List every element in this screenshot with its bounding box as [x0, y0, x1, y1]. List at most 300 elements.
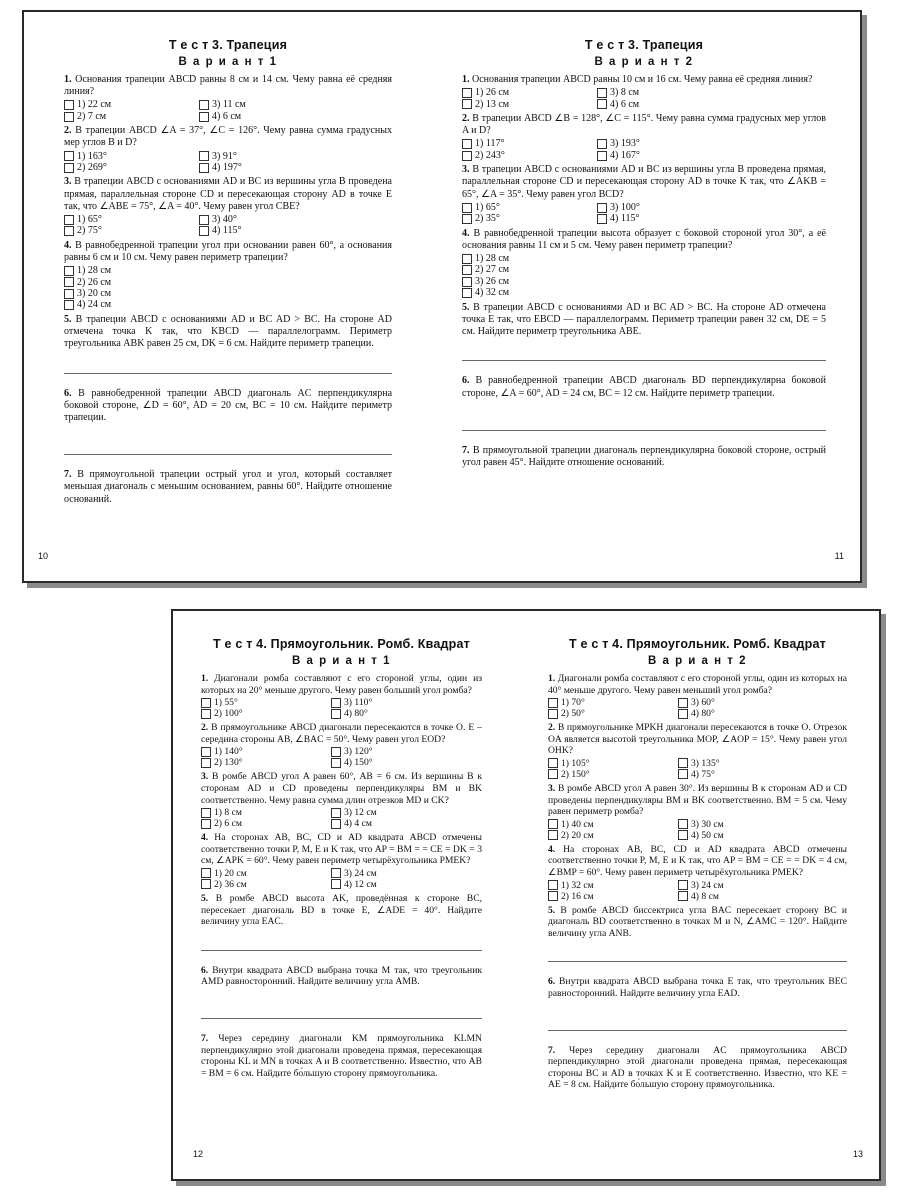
question-text: На сторонах AB, BC, CD и AD квадрата ABCD отмечены соответственно точки P, M, E и K так, что AP = BM = CE = = DK = 4 см, ∠BMP = 60°. Чему равен периметр четырёхугольника PMEK?	[548, 843, 848, 878]
answer-options	[201, 746, 482, 768]
option-label: 3) 60°	[691, 697, 715, 709]
option-label: 2) 13 см	[475, 98, 510, 110]
answer-option[interactable]	[462, 276, 826, 287]
answer-option[interactable]	[201, 807, 331, 818]
answer-option[interactable]	[331, 757, 482, 768]
option-label: 3) 11 см	[212, 99, 246, 111]
question-number: 2.	[201, 722, 209, 734]
question-6	[64, 388, 392, 425]
checkbox[interactable]	[548, 891, 558, 901]
answer-option[interactable]	[548, 697, 678, 708]
checkbox[interactable]	[548, 698, 558, 708]
checkbox[interactable]	[678, 880, 688, 890]
question-number: 5.	[462, 301, 470, 313]
question-number: 3.	[201, 771, 209, 783]
question-number: 2.	[64, 125, 72, 137]
checkbox[interactable]	[64, 112, 74, 122]
question-number: 6.	[462, 375, 470, 387]
question-number: 7.	[64, 469, 72, 481]
question-number: 6.	[201, 964, 209, 976]
answer-option[interactable]	[462, 202, 597, 213]
question-text: Через середину диагонали AC прямоугольника ABCD перпендикулярно этой диагонали проведена прямая, пересекающая стороны BC и AD в точках K и E соответственно. Известно, что KE = AE = 8 см. Найдите бо́льшую сторону прямоугольника.	[548, 1044, 847, 1091]
question-text: В трапеции ABCD с основаниями AD и BC AD > BC. На стороне AD отмечена точка E так, что EBCD — параллелограмм. Периметр трапеции равен 32 см, DE = 5 см. Найдите периметр треугольника ABE.	[462, 301, 826, 338]
question-2	[201, 722, 482, 745]
question-number: 7.	[548, 1044, 556, 1056]
section-divider	[64, 454, 392, 455]
answer-option[interactable]	[462, 213, 597, 224]
answer-option[interactable]	[201, 708, 331, 719]
question-number: 1.	[548, 673, 556, 684]
question-text: В прямоугольной трапеции острый угол и угол, который составляет меньшая диагональ с меньшим основанием, равны 60°. Найдите отношение оснований.	[64, 469, 392, 505]
option-label: 1) 28 см	[77, 265, 112, 277]
checkbox[interactable]	[331, 808, 341, 818]
checkbox[interactable]	[548, 830, 558, 840]
page-number: 12	[193, 1149, 204, 1159]
page-number: 10	[38, 551, 49, 561]
spread-test-3	[22, 10, 862, 583]
answer-option[interactable]	[462, 99, 597, 110]
answer-option[interactable]	[201, 868, 331, 879]
answer-option[interactable]	[199, 162, 392, 173]
checkbox[interactable]	[64, 226, 74, 236]
answer-option[interactable]	[64, 214, 199, 225]
question-5	[201, 893, 482, 928]
question-text: В равнобедренной трапеции ABCD диагональ BD перпендикулярна боковой стороне, ∠A = 60°, AD = 24 см, BC = 12 см. Найдите периметр трапеции.	[462, 375, 827, 399]
answer-options	[462, 253, 826, 299]
page-12	[173, 611, 528, 1179]
option-label: 2) 7 см	[77, 110, 107, 122]
answer-option[interactable]	[331, 868, 482, 879]
answer-option[interactable]	[462, 264, 826, 275]
answer-options	[64, 99, 392, 122]
variant-label: В а р и а н т 2	[594, 56, 694, 68]
question-2	[548, 722, 847, 757]
question-6	[548, 976, 847, 999]
option-label: 2) 243°	[475, 149, 505, 161]
option-label: 1) 163°	[77, 150, 107, 162]
question-3	[64, 176, 392, 213]
page-11	[444, 12, 864, 581]
option-label: 4) 32 см	[475, 287, 510, 299]
option-label: 3) 91°	[212, 150, 237, 162]
option-label: 2) 75°	[77, 225, 102, 237]
option-label: 4) 167°	[610, 149, 640, 161]
question-text: В прямоугольнике ABCD диагонали пересекаются в точке O. E – середина стороны AB, ∠BAC = 50°. Чему равен угол EOD?	[201, 722, 482, 745]
question-number: 4.	[201, 832, 209, 844]
answer-option[interactable]	[597, 99, 826, 110]
checkbox[interactable]	[331, 698, 341, 708]
option-label: 3) 100°	[610, 201, 640, 213]
question-3	[201, 771, 482, 806]
section-divider	[548, 961, 847, 962]
answer-option[interactable]	[462, 138, 597, 149]
spread-test-4	[171, 609, 881, 1181]
question-text: В ромбе ABCD высота AK, проведённая к стороне BC, пересекает диагональ BD в точке E, ∠ADE = 40°. Найдите величину угла EAC.	[201, 892, 482, 928]
option-label: 4) 4 см	[344, 818, 372, 830]
option-label: 3) 26 см	[475, 275, 510, 287]
question-number: 3.	[64, 176, 72, 188]
answer-option[interactable]	[678, 769, 847, 780]
checkbox[interactable]	[597, 139, 607, 149]
option-label: 1) 140°	[214, 746, 243, 758]
answer-option[interactable]	[462, 150, 597, 161]
question-text: В ромбе ABCD угол A равен 30°. Из вершины B к сторонам AD и CD проведены перпендикуляры BM и BK соответственно. BM = 5 см. Чему равен периметр ромба?	[548, 782, 847, 818]
answer-option[interactable]	[548, 880, 678, 891]
answer-option[interactable]	[462, 253, 826, 264]
answer-options	[462, 202, 826, 225]
test-title: Т е с т 3. Трапеция	[584, 38, 704, 52]
answer-options	[548, 880, 847, 902]
question-1	[64, 74, 392, 98]
question-number: 3.	[462, 164, 470, 176]
option-label: 2) 26 см	[77, 276, 112, 288]
answer-option[interactable]	[199, 111, 392, 122]
page-number: 13	[852, 1149, 863, 1159]
checkbox[interactable]	[64, 151, 74, 161]
answer-options	[64, 151, 392, 174]
question-7	[201, 1033, 482, 1079]
question-text: В трапеции ABCD ∠A = 37°, ∠C = 126°. Чему равна сумма градусных мер углов B и D?	[64, 125, 392, 149]
question-text: Диагонали ромба составляют с его стороной углы, один из которых на 40° меньше другого. Чему равен меньший угол ромба?	[548, 673, 847, 696]
answer-option[interactable]	[548, 758, 678, 769]
answer-option[interactable]	[548, 830, 678, 841]
answer-option[interactable]	[199, 151, 392, 162]
answer-option[interactable]	[64, 111, 199, 122]
answer-option[interactable]	[462, 87, 597, 98]
answer-option[interactable]	[331, 807, 482, 818]
answer-option[interactable]	[64, 151, 199, 162]
checkbox[interactable]	[597, 88, 607, 98]
checkbox[interactable]	[597, 203, 607, 213]
question-4	[548, 844, 847, 879]
question-text: В прямоугольной трапеции диагональ перпендикулярна боковой стороне, острый угол равен 45°. Найдите отношение оснований.	[462, 444, 826, 468]
checkbox[interactable]	[64, 277, 74, 287]
question-text: Через середину диагонали KM прямоугольника KLMN перпендикулярно этой диагонали проведена прямая, пересекающая стороны KL и MN в точках A и B соответственно. Известно, что AB = BM = 6 см. Найдите бо́льшую сторону прямоугольника.	[201, 1032, 482, 1079]
checkbox[interactable]	[199, 100, 209, 110]
answer-option[interactable]	[678, 880, 847, 891]
option-label: 2) 6 см	[214, 818, 242, 830]
answer-option[interactable]	[548, 708, 678, 719]
option-label: 4) 80°	[691, 708, 715, 720]
answer-option[interactable]	[64, 162, 199, 173]
question-number: 6.	[64, 387, 72, 399]
answer-options	[201, 807, 482, 829]
question-number: 5.	[201, 892, 209, 904]
question-number: 5.	[64, 313, 72, 325]
option-label: 4) 150°	[344, 757, 373, 769]
checkbox[interactable]	[64, 266, 74, 276]
option-label: 2) 35°	[475, 213, 500, 225]
question-number: 1.	[462, 74, 470, 85]
checkbox[interactable]	[201, 698, 211, 708]
variant-label: В а р и а н т 2	[647, 655, 748, 667]
question-text: На сторонах AB, BC, CD и AD квадрата ABCD отмечены соответственно точки P, M, E и K так, что AP = BM = = CE = DK = 3 см, ∠APK = 60°. Чему равен периметр четырёхугольника PMEK?	[201, 832, 482, 867]
answer-option[interactable]	[678, 830, 847, 841]
answer-options	[548, 697, 847, 719]
question-text: В трапеции ABCD ∠B = 128°, ∠C = 115°. Чему равна сумма градусных мер углов A и D?	[462, 113, 827, 137]
question-7	[64, 469, 392, 506]
question-text: Внутри квадрата ABCD выбрана точка M так, что треугольник AMD равносторонний. Найдите величину угла AMB.	[201, 964, 482, 988]
answer-option[interactable]	[201, 697, 331, 708]
checkbox[interactable]	[462, 254, 472, 264]
question-text: В ромбе ABCD угол A равен 60°, AB = 6 см. Из вершины B к сторонам AD и CD проведены перпендикуляры BM и BK соответственно. Чему равна сумма длин отрезков MD и CK?	[201, 771, 482, 806]
checkbox[interactable]	[201, 709, 211, 719]
checkbox[interactable]	[678, 830, 688, 840]
option-label: 3) 12 см	[344, 807, 377, 819]
answer-option[interactable]	[548, 891, 678, 902]
answer-option[interactable]	[64, 277, 392, 288]
question-number: 4.	[462, 227, 470, 239]
checkbox[interactable]	[462, 277, 472, 287]
answer-option[interactable]	[201, 757, 331, 768]
answer-option[interactable]	[64, 99, 199, 110]
question-5	[64, 314, 392, 351]
option-label: 2) 130°	[214, 757, 243, 769]
option-label: 2) 50°	[561, 708, 585, 720]
section-divider	[462, 430, 826, 431]
question-number: 5.	[548, 904, 556, 916]
checkbox[interactable]	[64, 215, 74, 225]
question-number: 7.	[201, 1032, 209, 1044]
question-7	[548, 1045, 847, 1091]
question-number: 6.	[548, 976, 556, 988]
question-text: Основания трапеции ABCD равны 10 см и 16 см. Чему равна её средняя линия?	[472, 74, 813, 85]
checkbox[interactable]	[64, 100, 74, 110]
answer-option[interactable]	[64, 265, 392, 276]
question-number: 4.	[548, 843, 556, 855]
checkbox[interactable]	[597, 99, 607, 109]
answer-option[interactable]	[462, 287, 826, 298]
question-text: В прямоугольнике MPKH диагонали пересекаются в точке O. Отрезок OA является высотой треугольника MOP, ∠AOP = 15°. Чему равен угол OHK?	[548, 722, 847, 757]
question-number: 4.	[64, 239, 72, 251]
option-label: 2) 27 см	[475, 264, 510, 276]
checkbox[interactable]	[201, 879, 211, 889]
question-2	[64, 125, 392, 149]
answer-option[interactable]	[678, 697, 847, 708]
checkbox[interactable]	[678, 758, 688, 768]
question-number: 2.	[462, 113, 470, 125]
question-number: 1.	[201, 673, 209, 684]
checkbox[interactable]	[597, 214, 607, 224]
option-label: 1) 40 см	[561, 818, 594, 830]
option-label: 2) 150°	[561, 768, 590, 780]
answer-options	[64, 265, 392, 311]
page-13	[528, 611, 883, 1179]
answer-options	[462, 138, 826, 161]
question-7	[462, 445, 826, 469]
section-divider	[548, 1030, 847, 1031]
answer-options	[548, 758, 847, 780]
answer-option[interactable]	[331, 879, 482, 890]
answer-option[interactable]	[678, 758, 847, 769]
option-label: 3) 30 см	[691, 818, 724, 830]
question-4	[462, 228, 826, 252]
question-5	[548, 905, 847, 940]
checkbox[interactable]	[201, 819, 211, 829]
checkbox[interactable]	[199, 226, 209, 236]
test-title: Т е с т 4. Прямоугольник. Ромб. Квадрат	[213, 637, 470, 651]
answer-options	[462, 87, 826, 110]
option-label: 4) 12 см	[344, 878, 377, 890]
question-3	[548, 783, 847, 818]
option-label: 1) 55°	[214, 697, 238, 709]
checkbox[interactable]	[678, 709, 688, 719]
answer-option[interactable]	[199, 99, 392, 110]
option-label: 1) 117°	[475, 138, 505, 150]
question-text: В трапеции ABCD с основаниями AD и BC из вершины угла B проведена прямая, параллельная стороне CD и пересекающая сторону AD в точке E так, что ∠ABE = 75°, ∠A = 40°. Чему равен угол CBE?	[64, 176, 392, 212]
checkbox[interactable]	[331, 709, 341, 719]
question-text: Основания трапеции ABCD равны 8 см и 14 см. Чему равна её средняя линия?	[64, 74, 392, 98]
answer-option[interactable]	[331, 818, 482, 829]
question-number: 2.	[548, 722, 556, 734]
section-divider	[64, 373, 392, 374]
question-1	[201, 673, 482, 696]
option-label: 3) 135°	[691, 757, 720, 769]
option-label: 1) 22 см	[77, 99, 112, 111]
answer-option[interactable]	[597, 202, 826, 213]
option-label: 4) 6 см	[610, 98, 640, 110]
option-label: 3) 193°	[610, 138, 640, 150]
option-label: 3) 110°	[344, 697, 373, 709]
answer-option[interactable]	[199, 225, 392, 236]
question-text: Диагонали ромба составляют с его стороной углы, один из которых на 20° меньше другого. Чему равен больший угол ромба?	[201, 673, 482, 696]
option-label: 3) 20 см	[77, 288, 112, 300]
question-number: 3.	[548, 782, 556, 794]
answer-option[interactable]	[201, 879, 331, 890]
checkbox[interactable]	[199, 112, 209, 122]
question-text: В трапеции ABCD с основаниями AD и BC AD > BC. На стороне AD отмечена точка K так, что KBCD — параллелограмм. Периметр треугольника ABK равен 25 см, DK = 6 см. Найдите периметр трапеции.	[64, 313, 392, 350]
answer-option[interactable]	[64, 225, 199, 236]
checkbox[interactable]	[462, 203, 472, 213]
answer-option[interactable]	[678, 819, 847, 830]
option-label: 4) 24 см	[77, 299, 112, 311]
option-label: 4) 6 см	[212, 110, 242, 122]
variant-label: В а р и а н т 1	[178, 56, 278, 68]
option-label: 1) 65°	[77, 214, 102, 226]
option-label: 3) 24 см	[691, 879, 724, 891]
question-4	[64, 240, 392, 264]
checkbox[interactable]	[462, 99, 472, 109]
question-5	[462, 302, 826, 339]
answer-options	[64, 214, 392, 237]
checkbox[interactable]	[199, 151, 209, 161]
question-text: Внутри квадрата ABCD выбрана точка E так, что треугольник BEC равносторонний. Найдите величину угла EAD.	[548, 976, 847, 999]
checkbox[interactable]	[462, 139, 472, 149]
question-text: В трапеции ABCD с основаниями AD и BC из вершины угла B проведена прямая, параллельная стороне CD и пересекающая сторону AD в точке K так, что ∠AKB = 65°, ∠A = 35°. Чему равен угол BCD?	[462, 164, 827, 200]
checkbox[interactable]	[548, 819, 558, 829]
option-label: 2) 100°	[214, 708, 243, 720]
answer-option[interactable]	[597, 213, 826, 224]
checkbox[interactable]	[462, 88, 472, 98]
option-label: 3) 24 см	[344, 867, 377, 879]
checkbox[interactable]	[548, 709, 558, 719]
page-10	[24, 12, 444, 581]
checkbox[interactable]	[64, 300, 74, 310]
option-label: 4) 8 см	[691, 890, 719, 902]
section-divider	[201, 950, 482, 951]
checkbox[interactable]	[331, 868, 341, 878]
question-6	[201, 965, 482, 988]
answer-option[interactable]	[201, 746, 331, 757]
answer-options	[201, 697, 482, 719]
option-label: 4) 115°	[212, 225, 242, 237]
question-3	[462, 164, 826, 201]
option-label: 1) 26 см	[475, 87, 510, 99]
question-number: 1.	[64, 74, 72, 85]
checkbox[interactable]	[331, 758, 341, 768]
answer-option[interactable]	[331, 746, 482, 757]
checkbox[interactable]	[331, 819, 341, 829]
option-label: 4) 80°	[344, 708, 368, 720]
question-text: В равнобедренной трапеции высота образует с боковой стороной угол 30°, а её основания равны 11 см и 5 см. Чему равен периметр трапеции?	[462, 227, 827, 251]
answer-option[interactable]	[548, 819, 678, 830]
option-label: 2) 16 см	[561, 890, 594, 902]
checkbox[interactable]	[462, 214, 472, 224]
question-text: В ромбе ABCD биссектриса угла BAC пересекает сторону BC и диагональ BD соответственно в точках M и N, ∠AMC = 120°. Найдите величину угла ANB.	[548, 904, 847, 939]
option-label: 4) 197°	[212, 162, 242, 174]
checkbox[interactable]	[548, 880, 558, 890]
question-1	[462, 74, 826, 86]
checkbox[interactable]	[678, 819, 688, 829]
checkbox[interactable]	[201, 868, 211, 878]
answer-option[interactable]	[331, 708, 482, 719]
answer-option[interactable]	[331, 697, 482, 708]
checkbox[interactable]	[201, 808, 211, 818]
answer-option[interactable]	[597, 138, 826, 149]
checkbox[interactable]	[331, 747, 341, 757]
checkbox[interactable]	[462, 265, 472, 275]
answer-option[interactable]	[64, 288, 392, 299]
option-label: 3) 40°	[212, 214, 237, 226]
checkbox[interactable]	[597, 151, 607, 161]
answer-option[interactable]	[678, 891, 847, 902]
checkbox[interactable]	[548, 769, 558, 779]
answer-option[interactable]	[597, 150, 826, 161]
checkbox[interactable]	[201, 758, 211, 768]
option-label: 1) 8 см	[214, 807, 242, 819]
checkbox[interactable]	[64, 163, 74, 173]
checkbox[interactable]	[678, 698, 688, 708]
test-title: Т е с т 4. Прямоугольник. Ромб. Квадрат	[569, 637, 826, 651]
checkbox[interactable]	[548, 758, 558, 768]
answer-options	[201, 868, 482, 890]
checkbox[interactable]	[64, 289, 74, 299]
checkbox[interactable]	[331, 879, 341, 889]
question-6	[462, 375, 826, 399]
option-label: 2) 269°	[77, 162, 107, 174]
option-label: 4) 50 см	[691, 829, 724, 841]
checkbox[interactable]	[678, 891, 688, 901]
checkbox[interactable]	[199, 215, 209, 225]
checkbox[interactable]	[462, 288, 472, 298]
answer-option[interactable]	[678, 708, 847, 719]
option-label: 4) 115°	[610, 213, 640, 225]
checkbox[interactable]	[678, 769, 688, 779]
checkbox[interactable]	[462, 151, 472, 161]
option-label: 4) 75°	[691, 768, 715, 780]
checkbox[interactable]	[199, 163, 209, 173]
option-label: 1) 65°	[475, 201, 500, 213]
answer-option[interactable]	[548, 769, 678, 780]
question-1	[548, 673, 847, 696]
answer-option[interactable]	[64, 299, 392, 310]
option-label: 3) 8 см	[610, 87, 640, 99]
answer-option[interactable]	[199, 214, 392, 225]
checkbox[interactable]	[201, 747, 211, 757]
section-divider	[201, 1018, 482, 1019]
answer-option[interactable]	[597, 87, 826, 98]
answer-option[interactable]	[201, 818, 331, 829]
